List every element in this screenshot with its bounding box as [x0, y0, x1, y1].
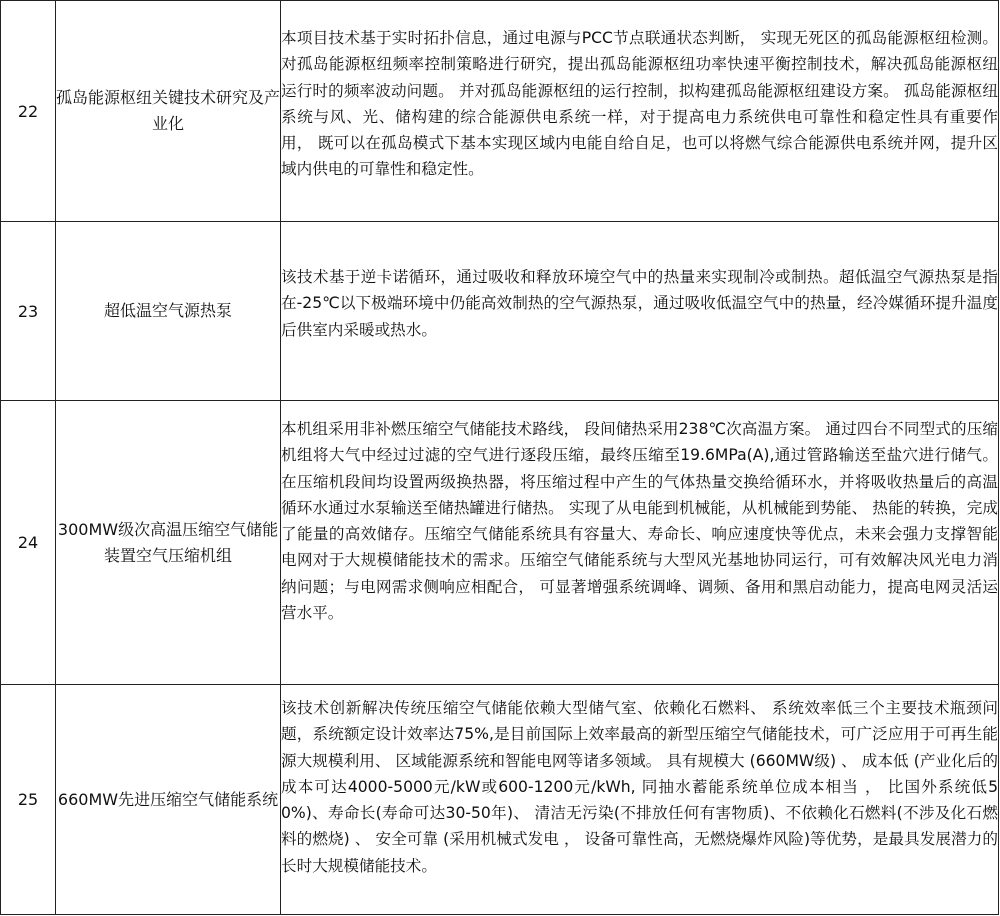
technology-description: 该技术创新解决传统压缩空气储能依赖大型储气室、依赖化石燃料、 系统效率低三个主要技术瓶颈问题，系统额定设计效率达75%,是目前国际上效率最高的新型压缩空气储能技术，可广泛应用于可再生能源大规模利用、 区域能源系统和智能电网等诸多领域。 具有规模大 (660MW级) 、 成本低 (产业化后的成本可达4000-5000元/kW或600-1200元/kWh, 同抽水蓄能系统单位成本相当 ， 比国外系统低50%)、寿命长(寿命可达30-50年)、 清洁无污染(不排放任何有害物质)、不依赖化石燃料(不涉及化石燃料的燃烧) 、 安全可靠 (采用机械式发电 ， 设备可靠性高，无燃烧爆炸风险)等优势，是最具发展潜力的长时大规模储能技术。: [281, 685, 999, 915]
technology-description: 本项目技术基于实时拓扑信息，通过电源与PCC节点联通状态判断， 实现无死区的孤岛能源枢纽检测。 对孤岛能源枢纽频率控制策略进行研究，提出孤岛能源枢纽功率快速平衡控制技术，解决孤岛能源枢纽运行时的频率波动问题。 并对孤岛能源枢纽的运行控制，拟构建孤岛能源枢纽建设方案。 孤岛能源枢纽系统与风、光、储构建的综合能源供电系统一样，对于提高电力系统供电可靠性和稳定性具有重要作用， 既可以在孤岛模式下基本实现区域内电能自给自足，也可以将燃气综合能源供电系统并网，提升区域内供电的可靠性和稳定性。: [281, 1, 999, 222]
technology-name: 孤岛能源枢纽关键技术研究及产业化: [56, 1, 281, 222]
table-row: [1, 1, 999, 222]
technology-name: 300MW级次高温压缩空气储能装置空气压缩机组: [56, 401, 281, 685]
table-row: [1, 401, 999, 685]
row-number: 24: [1, 401, 56, 685]
row-number: 22: [1, 1, 56, 222]
technology-name: 660MW先进压缩空气储能系统: [56, 685, 281, 915]
table-row: [1, 685, 999, 915]
row-number: 23: [1, 222, 56, 401]
technology-name: 超低温空气源热泵: [56, 222, 281, 401]
row-number: 25: [1, 685, 56, 915]
table-row: [1, 222, 999, 401]
technology-description: 该技术基于逆卡诺循环，通过吸收和释放环境空气中的热量来实现制冷或制热。超低温空气源热泵是指在-25℃以下极端环境中仍能高效制热的空气源热泵，通过吸收低温空气中的热量，经冷媒循环提升温度后供室内采暖或热水。: [281, 222, 999, 401]
technology-description: 本机组采用非补燃压缩空气储能技术路线， 段间储热采用238℃次高温方案。 通过四台不同型式的压缩机组将大气中经过过滤的空气进行逐段压缩，最终压缩至19.6MPa(A),通过管路输送至盐穴进行储气。 在压缩机段间均设置两级换热器，将压缩过程中产生的气体热量交换给循环水，并将吸收热量后的高温循环水通过水泵输送至储热罐进行储热。 实现了从电能到机械能，从机械能到势能、 热能的转换，完成了能量的高效储存。压缩空气储能系统具有容量大、寿命长、响应速度快等优点，未来会强力支撑智能电网对于大规模储能技术的需求。压缩空气储能系统与大型风光基地协同运行，可有效解决风光电力消纳问题；与电网需求侧响应相配合， 可显著增强系统调峰、调频、备用和黑启动能力，提高电网灵活运营水平。: [281, 401, 999, 685]
